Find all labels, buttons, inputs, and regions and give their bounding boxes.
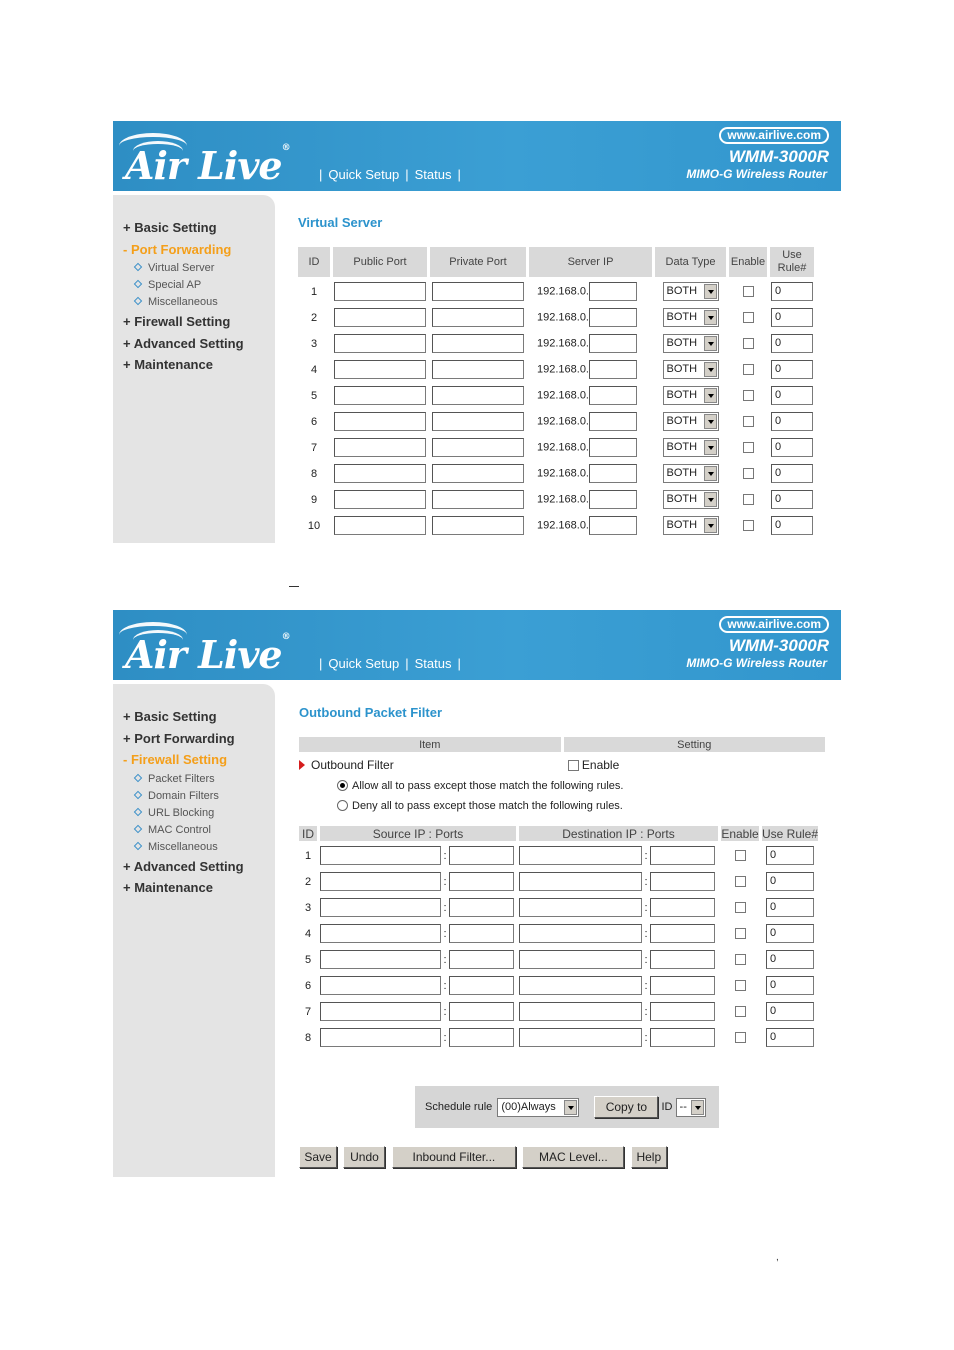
table-row bbox=[299, 870, 818, 893]
table-row bbox=[299, 922, 818, 945]
table-row bbox=[299, 1000, 818, 1023]
table-row bbox=[298, 462, 814, 485]
red-arrow-icon bbox=[299, 760, 305, 770]
menu-firewall-setting[interactable]: + Firewall Setting bbox=[123, 314, 231, 329]
table-row bbox=[298, 306, 814, 329]
content-area bbox=[298, 215, 817, 540]
outbound-filter-label-cell: Outbound Filter bbox=[299, 755, 561, 774]
footer-mark: , bbox=[776, 1252, 779, 1263]
chevron-down-icon bbox=[704, 284, 717, 299]
use-rule-input[interactable]: 0 bbox=[771, 282, 813, 301]
col-public-port: Public Port bbox=[333, 247, 427, 277]
dest-ip-input[interactable] bbox=[519, 924, 642, 943]
public-port-input[interactable] bbox=[334, 360, 426, 379]
enable-checkbox[interactable] bbox=[735, 1032, 746, 1043]
private-port-input[interactable] bbox=[432, 282, 524, 301]
colon: : bbox=[443, 979, 447, 992]
enable-checkbox[interactable] bbox=[743, 442, 754, 453]
quick-setup-link[interactable]: Quick Setup bbox=[328, 167, 400, 182]
menu-firewall-setting[interactable]: - Firewall Setting bbox=[123, 752, 228, 767]
table-row bbox=[298, 384, 814, 407]
row-id: 10 bbox=[307, 519, 321, 532]
diamond-icon bbox=[134, 790, 142, 798]
data-type-select[interactable]: BOTH bbox=[663, 516, 719, 535]
enable-checkbox[interactable] bbox=[735, 954, 746, 965]
copy-to-button[interactable]: Copy to bbox=[594, 1096, 658, 1118]
use-rule-input[interactable]: 0 bbox=[766, 976, 814, 995]
data-type-select[interactable]: BOTH bbox=[663, 490, 719, 509]
diamond-icon bbox=[134, 841, 142, 849]
help-button[interactable]: Help bbox=[631, 1146, 667, 1168]
use-rule-input[interactable]: 0 bbox=[771, 438, 813, 457]
diamond-icon bbox=[134, 297, 142, 305]
use-rule-input[interactable]: 0 bbox=[771, 412, 813, 431]
ip-prefix: 192.168.0. bbox=[537, 467, 589, 480]
use-rule-input[interactable]: 0 bbox=[766, 950, 814, 969]
diamond-icon bbox=[134, 263, 142, 271]
row-id: 8 bbox=[304, 1031, 312, 1044]
menu-advanced-setting[interactable]: + Advanced Setting bbox=[123, 858, 244, 874]
row-id: 2 bbox=[310, 311, 318, 324]
row-id: 3 bbox=[310, 337, 318, 350]
separator-dash bbox=[289, 586, 299, 587]
table-row bbox=[298, 410, 814, 433]
undo-button[interactable]: Undo bbox=[343, 1146, 385, 1168]
data-type-select[interactable]: BOTH bbox=[663, 386, 719, 405]
source-ip-input[interactable] bbox=[320, 924, 441, 943]
virtual-server-screenshot bbox=[113, 121, 841, 543]
diamond-icon bbox=[134, 280, 142, 288]
source-ip-input[interactable] bbox=[320, 1028, 441, 1047]
header-banner bbox=[113, 610, 841, 680]
dest-ip-input[interactable] bbox=[519, 872, 642, 891]
dest-ip-input[interactable] bbox=[519, 950, 642, 969]
sidebar bbox=[113, 684, 275, 1177]
enable-checkbox[interactable] bbox=[735, 980, 746, 991]
private-port-input[interactable] bbox=[432, 334, 524, 353]
public-port-input[interactable] bbox=[334, 516, 426, 535]
use-rule-input[interactable]: 0 bbox=[771, 308, 813, 327]
model-name: WMM-3000R bbox=[728, 636, 829, 655]
source-port-input[interactable] bbox=[449, 950, 514, 969]
chevron-down-icon bbox=[704, 440, 717, 455]
save-button[interactable]: Save bbox=[299, 1146, 337, 1168]
use-rule-input[interactable]: 0 bbox=[771, 386, 813, 405]
item-header: Item bbox=[299, 737, 561, 752]
model-subtitle: MIMO-G Wireless Router bbox=[686, 656, 827, 670]
chevron-down-icon bbox=[704, 518, 717, 533]
colon: : bbox=[644, 849, 648, 862]
col-use-rule: Use Rule# bbox=[770, 247, 814, 277]
server-ip-input[interactable] bbox=[589, 360, 637, 379]
row-id: 1 bbox=[310, 285, 318, 298]
dest-port-input[interactable] bbox=[650, 976, 715, 995]
col-use-rule: Use Rule# bbox=[762, 826, 819, 841]
private-port-input[interactable] bbox=[432, 308, 524, 327]
diamond-icon bbox=[134, 824, 142, 832]
use-rule-input[interactable]: 0 bbox=[771, 334, 813, 353]
diamond-icon bbox=[134, 807, 142, 815]
allow-label: Allow all to pass except those match the following rules. bbox=[352, 779, 624, 792]
dest-port-input[interactable] bbox=[650, 898, 715, 917]
enable-checkbox[interactable] bbox=[735, 928, 746, 939]
public-port-input[interactable] bbox=[334, 282, 426, 301]
row-id: 6 bbox=[310, 415, 318, 428]
deny-option[interactable] bbox=[299, 797, 825, 814]
private-port-input[interactable] bbox=[432, 516, 524, 535]
website-url: www.airlive.com bbox=[719, 127, 829, 144]
use-rule-input[interactable]: 0 bbox=[766, 898, 814, 917]
enable-checkbox[interactable] bbox=[743, 338, 754, 349]
table-row bbox=[298, 332, 814, 355]
row-id: 9 bbox=[310, 493, 318, 506]
colon: : bbox=[644, 927, 648, 940]
public-port-input[interactable] bbox=[334, 386, 426, 405]
submenu-miscellaneous[interactable]: Miscellaneous bbox=[113, 839, 275, 856]
dest-ip-input[interactable] bbox=[519, 1002, 642, 1021]
private-port-input[interactable] bbox=[432, 386, 524, 405]
data-type-select[interactable]: BOTH bbox=[663, 334, 719, 353]
colon: : bbox=[443, 849, 447, 862]
setting-header: Setting bbox=[564, 737, 825, 752]
col-server-ip: Server IP bbox=[529, 247, 652, 277]
col-enable: Enable bbox=[721, 826, 759, 841]
public-port-input[interactable] bbox=[334, 308, 426, 327]
enable-checkbox[interactable] bbox=[743, 390, 754, 401]
use-rule-input[interactable]: 0 bbox=[771, 360, 813, 379]
menu-port-forwarding[interactable]: + Port Forwarding bbox=[123, 730, 235, 746]
server-ip-input[interactable] bbox=[589, 438, 637, 457]
chevron-down-icon bbox=[564, 1100, 577, 1115]
page-title: Outbound Packet Filter bbox=[299, 705, 443, 720]
chevron-down-icon bbox=[704, 492, 717, 507]
enable-checkbox[interactable] bbox=[743, 494, 754, 505]
private-port-input[interactable] bbox=[432, 360, 524, 379]
source-ip-input[interactable] bbox=[320, 898, 441, 917]
table-row bbox=[298, 280, 814, 303]
submenu-miscellaneous[interactable]: Miscellaneous bbox=[113, 294, 275, 311]
colon: : bbox=[644, 901, 648, 914]
enable-checkbox[interactable] bbox=[743, 364, 754, 375]
chevron-down-icon bbox=[704, 414, 717, 429]
inbound-filter-button[interactable]: Inbound Filter... bbox=[392, 1146, 516, 1168]
data-type-select[interactable]: BOTH bbox=[663, 438, 719, 457]
id-label: ID bbox=[661, 1100, 673, 1113]
menu-basic-setting[interactable]: + Basic Setting bbox=[123, 709, 217, 724]
data-type-select[interactable]: BOTH bbox=[663, 412, 719, 431]
schedule-label: Schedule rule bbox=[425, 1100, 493, 1113]
outbound-enable-checkbox[interactable] bbox=[568, 760, 579, 771]
top-nav: | Quick Setup | Status | bbox=[319, 656, 461, 671]
dest-port-input[interactable] bbox=[650, 950, 715, 969]
dest-port-input[interactable] bbox=[650, 846, 715, 865]
ip-prefix: 192.168.0. bbox=[537, 285, 589, 298]
colon: : bbox=[443, 1005, 447, 1018]
source-port-input[interactable] bbox=[449, 976, 514, 995]
deny-radio[interactable] bbox=[337, 800, 348, 811]
public-port-input[interactable] bbox=[334, 412, 426, 431]
use-rule-input[interactable]: 0 bbox=[771, 516, 813, 535]
schedule-select[interactable]: (00)Always bbox=[497, 1098, 579, 1117]
status-link[interactable]: Status bbox=[414, 656, 452, 671]
data-type-select[interactable]: BOTH bbox=[663, 308, 719, 327]
button-bar bbox=[299, 1146, 669, 1168]
chevron-down-icon bbox=[704, 466, 717, 481]
data-type-select[interactable]: BOTH bbox=[663, 360, 719, 379]
colon: : bbox=[443, 901, 447, 914]
server-ip-input[interactable] bbox=[589, 282, 637, 301]
chevron-down-icon bbox=[704, 310, 717, 325]
row-id: 1 bbox=[304, 849, 312, 862]
use-rule-input[interactable]: 0 bbox=[771, 464, 813, 483]
col-enable: Enable bbox=[729, 247, 767, 277]
row-id: 4 bbox=[310, 363, 318, 376]
page-title: Virtual Server bbox=[298, 215, 383, 230]
use-rule-input[interactable]: 0 bbox=[766, 1002, 814, 1021]
source-ip-input[interactable] bbox=[320, 976, 441, 995]
chevron-down-icon bbox=[691, 1100, 704, 1115]
enable-checkbox[interactable] bbox=[743, 286, 754, 297]
source-port-input[interactable] bbox=[449, 924, 514, 943]
source-port-input[interactable] bbox=[449, 872, 514, 891]
private-port-input[interactable] bbox=[432, 464, 524, 483]
dest-ip-input[interactable] bbox=[519, 1028, 642, 1047]
dest-port-input[interactable] bbox=[650, 872, 715, 891]
source-port-input[interactable] bbox=[449, 1028, 514, 1047]
copy-id-select[interactable]: -- bbox=[676, 1098, 706, 1117]
data-type-select[interactable]: BOTH bbox=[663, 282, 719, 301]
colon: : bbox=[443, 875, 447, 888]
model-subtitle: MIMO-G Wireless Router bbox=[686, 167, 827, 181]
row-id: 7 bbox=[304, 1005, 312, 1018]
schedule-bar bbox=[415, 1086, 719, 1128]
col-private-port: Private Port bbox=[430, 247, 526, 277]
enable-checkbox[interactable] bbox=[735, 1006, 746, 1017]
airlive-logo: Air Live® bbox=[125, 632, 290, 677]
dest-ip-input[interactable] bbox=[519, 846, 642, 865]
colon: : bbox=[443, 1031, 447, 1044]
enable-label: Enable bbox=[581, 757, 620, 772]
table-row bbox=[299, 974, 818, 997]
enable-checkbox[interactable] bbox=[735, 850, 746, 861]
use-rule-input[interactable]: 0 bbox=[766, 1028, 814, 1047]
header-banner bbox=[113, 121, 841, 191]
ip-prefix: 192.168.0. bbox=[537, 337, 589, 350]
dest-ip-input[interactable] bbox=[519, 976, 642, 995]
enable-checkbox[interactable] bbox=[743, 416, 754, 427]
mac-level-button[interactable]: MAC Level... bbox=[522, 1146, 624, 1168]
ip-prefix: 192.168.0. bbox=[537, 389, 589, 402]
allow-radio[interactable] bbox=[337, 780, 348, 791]
colon: : bbox=[644, 979, 648, 992]
submenu-virtual-server[interactable]: Virtual Server bbox=[113, 260, 275, 277]
ip-prefix: 192.168.0. bbox=[537, 311, 589, 324]
colon: : bbox=[644, 875, 648, 888]
outbound-enable-cell bbox=[564, 755, 825, 774]
table-row bbox=[298, 358, 814, 381]
colon: : bbox=[644, 953, 648, 966]
ip-prefix: 192.168.0. bbox=[537, 493, 589, 506]
col-source: Source IP : Ports bbox=[320, 826, 516, 841]
source-port-input[interactable] bbox=[449, 1002, 514, 1021]
enable-checkbox[interactable] bbox=[743, 520, 754, 531]
row-id: 2 bbox=[304, 875, 312, 888]
table-row bbox=[298, 488, 814, 511]
menu-maintenance[interactable]: + Maintenance bbox=[123, 880, 213, 895]
chevron-down-icon bbox=[704, 336, 717, 351]
table-row bbox=[298, 514, 814, 537]
row-id: 5 bbox=[304, 953, 312, 966]
colon: : bbox=[644, 1005, 648, 1018]
quick-setup-link[interactable]: Quick Setup bbox=[328, 656, 400, 671]
server-ip-input[interactable] bbox=[589, 412, 637, 431]
sidebar bbox=[113, 195, 275, 543]
server-ip-input[interactable] bbox=[589, 308, 637, 327]
dest-port-input[interactable] bbox=[650, 924, 715, 943]
submenu-packet-filters[interactable]: Packet Filters bbox=[113, 771, 275, 788]
source-port-input[interactable] bbox=[449, 898, 514, 917]
model-name: WMM-3000R bbox=[728, 147, 829, 166]
dest-port-input[interactable] bbox=[650, 1002, 715, 1021]
dest-port-input[interactable] bbox=[650, 1028, 715, 1047]
public-port-input[interactable] bbox=[334, 464, 426, 483]
submenu-mac-control[interactable]: MAC Control bbox=[113, 822, 275, 839]
col-data-type: Data Type bbox=[655, 247, 726, 277]
public-port-input[interactable] bbox=[334, 490, 426, 509]
server-ip-input[interactable] bbox=[589, 386, 637, 405]
website-url: www.airlive.com bbox=[719, 616, 829, 633]
row-id: 4 bbox=[304, 927, 312, 940]
ip-prefix: 192.168.0. bbox=[537, 441, 589, 454]
deny-label: Deny all to pass except those match the following rules. bbox=[352, 799, 623, 812]
private-port-input[interactable] bbox=[432, 412, 524, 431]
public-port-input[interactable] bbox=[334, 438, 426, 457]
outbound-settings-table bbox=[296, 734, 828, 817]
data-type-select[interactable]: BOTH bbox=[663, 464, 719, 483]
use-rule-input[interactable]: 0 bbox=[766, 846, 814, 865]
col-destination: Destination IP : Ports bbox=[519, 826, 718, 841]
use-rule-input[interactable]: 0 bbox=[766, 872, 814, 891]
submenu-special-ap[interactable]: Special AP bbox=[113, 277, 275, 294]
colon: : bbox=[443, 927, 447, 940]
row-id: 5 bbox=[310, 389, 318, 402]
table-row bbox=[299, 844, 818, 867]
public-port-input[interactable] bbox=[334, 334, 426, 353]
col-id: ID bbox=[298, 247, 330, 277]
outbound-rules-table bbox=[296, 823, 821, 1052]
use-rule-input[interactable]: 0 bbox=[771, 490, 813, 509]
enable-checkbox[interactable] bbox=[735, 876, 746, 887]
source-port-input[interactable] bbox=[449, 846, 514, 865]
table-row bbox=[299, 896, 818, 919]
allow-option[interactable] bbox=[299, 777, 825, 794]
status-link[interactable]: Status bbox=[414, 167, 452, 182]
ip-prefix: 192.168.0. bbox=[537, 363, 589, 376]
enable-checkbox[interactable] bbox=[743, 468, 754, 479]
menu-maintenance[interactable]: + Maintenance bbox=[123, 357, 213, 372]
menu-advanced-setting[interactable]: + Advanced Setting bbox=[123, 335, 244, 351]
chevron-down-icon bbox=[704, 362, 717, 377]
enable-checkbox[interactable] bbox=[743, 312, 754, 323]
source-ip-input[interactable] bbox=[320, 846, 441, 865]
server-ip-input[interactable] bbox=[589, 464, 637, 483]
table-row bbox=[299, 948, 818, 971]
content-area bbox=[299, 705, 828, 1052]
row-id: 8 bbox=[310, 467, 318, 480]
source-ip-input[interactable] bbox=[320, 1002, 441, 1021]
menu-basic-setting[interactable]: + Basic Setting bbox=[123, 220, 217, 235]
col-id: ID bbox=[299, 826, 317, 841]
outbound-filter-screenshot bbox=[113, 610, 841, 1177]
table-row bbox=[299, 1026, 818, 1049]
virtual-server-table bbox=[295, 244, 817, 540]
private-port-input[interactable] bbox=[432, 490, 524, 509]
colon: : bbox=[644, 1031, 648, 1044]
server-ip-input[interactable] bbox=[589, 516, 637, 535]
top-nav: | Quick Setup | Status | bbox=[319, 167, 461, 182]
submenu-url-blocking[interactable]: URL Blocking bbox=[113, 805, 275, 822]
source-ip-input[interactable] bbox=[320, 950, 441, 969]
ip-prefix: 192.168.0. bbox=[537, 519, 589, 532]
chevron-down-icon bbox=[704, 388, 717, 403]
ip-prefix: 192.168.0. bbox=[537, 415, 589, 428]
submenu-domain-filters[interactable]: Domain Filters bbox=[113, 788, 275, 805]
row-id: 6 bbox=[304, 979, 312, 992]
row-id: 7 bbox=[310, 441, 318, 454]
colon: : bbox=[443, 953, 447, 966]
row-id: 3 bbox=[304, 901, 312, 914]
dest-ip-input[interactable] bbox=[519, 898, 642, 917]
enable-checkbox[interactable] bbox=[735, 902, 746, 913]
table-row bbox=[298, 436, 814, 459]
use-rule-input[interactable]: 0 bbox=[766, 924, 814, 943]
airlive-logo: Air Live® bbox=[125, 143, 290, 188]
private-port-input[interactable] bbox=[432, 438, 524, 457]
server-ip-input[interactable] bbox=[589, 334, 637, 353]
diamond-icon bbox=[134, 773, 142, 781]
source-ip-input[interactable] bbox=[320, 872, 441, 891]
menu-port-forwarding[interactable]: - Port Forwarding bbox=[123, 241, 232, 257]
server-ip-input[interactable] bbox=[589, 490, 637, 509]
